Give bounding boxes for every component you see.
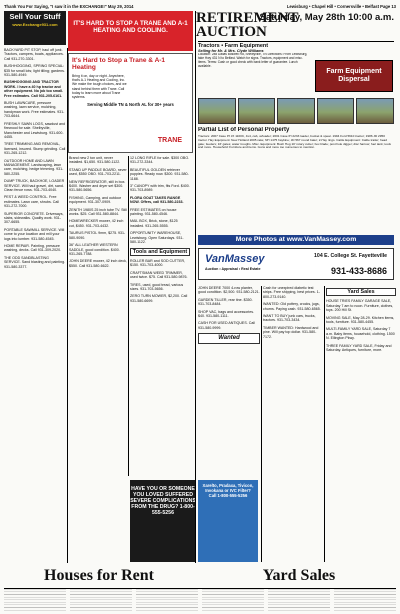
classified-ad: FLORA GOAT TAKES RANGE NOW. Offers, call 931-580-2233. bbox=[130, 195, 184, 205]
auction-seller: Selling for Mr. & Mrs. Clyde Williams bbox=[198, 49, 264, 53]
classified-ad: OPPORTUNITY WAREHOUSE, Lewisburg. Open Saturdays. 931-580-1122. bbox=[130, 231, 184, 245]
classified-ad: HOUSE TRIES FAMILY GARAGE SALE, Saturday 7 am to noon. Furniture, clothes, toys. 200 Hill St. bbox=[326, 299, 394, 313]
more-photos-link[interactable]: More Photos at www.VanMassey.com bbox=[198, 235, 394, 245]
classified-ad: BUSHHOGGING AND TRACTOR WORK. I have a 40 hp tractor and other equipment. No job too small. Free estimates. Call 931-205-6161. bbox=[4, 80, 64, 98]
listing-column bbox=[70, 589, 132, 612]
trane-logo: TRANE bbox=[157, 137, 182, 144]
classified-ad: MULTI-FAMILY YARD SALE, Saturday 7 a.m. Baby items, household, clothing. 1500 N. Ellington Pkwy. bbox=[326, 327, 395, 341]
classified-ad: ROLLER BAR and SOD CUTTER, $150. 931-703-4000. bbox=[130, 258, 186, 268]
drug-injury-ad[interactable] bbox=[130, 480, 196, 562]
auction-date: Saturday, May 28th 10:00 a.m. bbox=[259, 12, 394, 23]
classified-ad: JOHN DEERE mower, 42 inch deck, $550. Call 931-580-6622. bbox=[69, 259, 127, 268]
column-rule bbox=[324, 286, 325, 562]
listing-column bbox=[334, 589, 396, 612]
classified-ad: ZERO TURN MOWER, $2,200. Call 931-580-6699. bbox=[130, 294, 188, 303]
classified-column-1 bbox=[4, 48, 66, 563]
tools-section-header: Tools and Equipment bbox=[130, 248, 190, 256]
classified-column-3 bbox=[130, 156, 190, 476]
wanted-section-header: Wanted bbox=[198, 333, 260, 343]
yard-sales-section-header: Yard Sales bbox=[326, 288, 396, 296]
classified-ad: TAURUS PISTOL 9mm, $275. 931-580-9090. bbox=[69, 231, 126, 240]
classified-ad: BUSH LAWNCARE, pressure washing, lawn service, mulching, handyman work. Free estimates. 931-703-6644. bbox=[4, 101, 65, 119]
classified-ad: STAND UP PADDLE BOARD, never used, $550 OBO. 931-703-2211. bbox=[69, 167, 127, 177]
masthead bbox=[4, 2, 396, 10]
tractor-photo bbox=[238, 98, 276, 124]
classified-ad: FISHING, Camping, and outdoor equipment. 931-307-0909. bbox=[69, 195, 122, 205]
tractor-photo bbox=[317, 98, 355, 124]
column-rule bbox=[67, 48, 68, 563]
classified-column-4 bbox=[198, 286, 260, 476]
tractor-photo bbox=[198, 98, 236, 124]
classified-ad: BEAUTIFUL GOLDEN retriever puppies. Ready now. $300. 931-580-1188. bbox=[130, 167, 189, 181]
auction-details: Location: 285 Dallas Boswell Rd, Shelbyville, TN Directions: From Lewisburg, take Hwy 431 N to Belfast. Watch for signs. Tractors, equipment and misc. items. Terms: Cash or good check with bank letter of guarantee. Lunch available. bbox=[198, 53, 308, 68]
trane-ad[interactable] bbox=[68, 53, 193, 153]
listing-column bbox=[202, 589, 264, 612]
vanmassey-logo: VanMassey bbox=[205, 253, 265, 265]
vanmassey-phone[interactable]: 931-433-8686 bbox=[330, 266, 387, 276]
classified-ad: PEST & WEED CONTROL. Free estimates. Lawn care, shrubs. Call 931-272-7000. bbox=[4, 195, 59, 209]
trane-ad-body: Bring it on, day or night. Anywhere, that's A-1 Heating and Cooling, Inc. We make the tough choices, and we stand behind them with Trane. Call today to learn more about Trane systems. bbox=[72, 74, 127, 100]
sell-box-title: Sell Your Stuff bbox=[9, 12, 61, 21]
trane-ad-heading: It's Hard to Stop a Trane & A-1 Heating bbox=[72, 57, 166, 71]
classified-ad: OUTDOOR HOME AND LAWN MANAGEMENT. Landscaping, lawn care, mulching, hedge trimming. 931-580-2255. bbox=[4, 158, 64, 176]
vanmassey-ad[interactable] bbox=[198, 248, 394, 280]
tractor-photo bbox=[277, 98, 315, 124]
classified-ad: CRAFTSMAN WEED TRIMMER, used twice. $75. Call 931-580-9876. bbox=[130, 270, 188, 280]
classified-ad: CASH FOR USED ANTIQUES. Call 931-580-9999. bbox=[198, 321, 255, 330]
classified-ad: BUSHHOGGING, SPRING SPECIAL: $35 for small lots; light tilling; gardens. 931-580-4949. bbox=[4, 64, 65, 78]
auction-title: RETIREMENT AUCTION bbox=[196, 10, 299, 40]
classified-column-5 bbox=[263, 286, 323, 556]
column-rule bbox=[261, 286, 262, 562]
classified-ad: DUMP TRUCK, BACKHOE, LOADER SERVICE. Will haul gravel, dirt, sand. Clean fence rows. 931-703-4040. bbox=[4, 179, 65, 192]
masthead-left: Thank You For Saying, "I saw it in the EXCHANGE!" May 29, 2014 bbox=[4, 3, 134, 9]
classified-ad: TREE TRIMMING AND REMOVAL, licensed, insured. Stump grinding. Call 931-265-1212. bbox=[4, 142, 66, 156]
classified-ad: MAIL BOX, Brick, stone, $125 installed. 931-265-5555. bbox=[130, 219, 178, 228]
column-rule bbox=[195, 11, 196, 563]
partial-list-title: Partial List of Personal Property bbox=[198, 127, 290, 133]
classified-ad: HOME REPAIR. Painting, pressure washing, decks. Call 931-309-2020. bbox=[4, 244, 62, 253]
classified-ad: ZENITH 1980S 25 inch tube TV. Still works. $25. Call 931-580-8844. bbox=[69, 207, 127, 217]
auction-subtitle-text: Tractors • Farm Equipment bbox=[198, 43, 269, 49]
classified-column-2 bbox=[69, 156, 127, 476]
classified-ad: FRESHLY SAWN LOGS, sawdust and firewood for sale. Shelbyville, Manchester and Lewisburg. 931-600-4455. bbox=[4, 121, 66, 139]
classified-ad: THE ODD SANDBLASTING SERVICE. Sand blasting and painting. 931-580-3377. bbox=[4, 255, 66, 269]
classified-ad: 3" CANOPY with trim, fits Ford. $400. 931-703-8989. bbox=[130, 184, 190, 193]
xarelto-ad[interactable] bbox=[198, 480, 258, 562]
listing-column bbox=[136, 589, 198, 612]
tractor-photo bbox=[356, 98, 394, 124]
classified-ad: BACKYARD PIT STOP, haul off junk. Tractors, campers, boats, appliances. Call 931-270-3301. bbox=[4, 48, 64, 61]
classified-ad: 36" ALL LEATHER WESTERN SADDLE, good condition. $400. 931-265-7788. bbox=[69, 243, 120, 256]
classified-ad: GARDEN TILLER, rear tine. $350. 931-703-8484. bbox=[198, 297, 253, 307]
classified-ad: Cash for unexpired diabetic test strips. Free shipping, best prices. 1-800-273-9140. bbox=[263, 286, 320, 299]
auction-subtitle bbox=[198, 41, 394, 53]
listing-column bbox=[4, 589, 66, 612]
classified-ad: NEW REFRIGERATOR, still in box. $400. Washer and dryer set $300. 931-580-5656. bbox=[69, 179, 126, 193]
auction-header bbox=[196, 11, 396, 41]
yard-sales-banner: Yard Sales bbox=[262, 567, 336, 584]
vanmassey-tagline: Auction • Appraisal • Real Estate bbox=[205, 267, 261, 271]
sell-your-stuff-box[interactable] bbox=[4, 11, 66, 45]
partial-list-text: Tractors: 2007 Case IH JX 1100C, 4x4, cab, w/loader; 2001 Case IH 2233 loader, bucket & spear. 1994 Ford 5610 tractor; 1986 JD 2950 tractor. Hay Equipment: New Holland 2005 rake; NH 1475 haybine; JD 567 round baler; 2-Hay rings. Cattle Equipment: Cattle trailer; head gate; feeders; 16' gates; water troughs. Misc. Equipment: Bush Hog 10' rotary cutter; box blade; post hole digger; disc harrow; fuel tank; tools and more. Household: Furniture and items. Guns and more too numerous to mention. bbox=[198, 134, 391, 150]
partial-property-list bbox=[198, 127, 394, 235]
classified-ad: SHOP VAC, bags and accessories. $40. 931-580-1111. bbox=[198, 309, 254, 319]
classified-ad: TIRES, used, good tread, various sizes. 931-703-5656. bbox=[130, 282, 184, 291]
trane-banner: IT'S HARD TO STOP A TRANE AND A-1 HEATING AND COOLING. bbox=[68, 11, 193, 51]
classified-ad: TIMBER WANTED: Hardwood and pine. Will pay top dollar. 931-580-7172. bbox=[263, 325, 319, 339]
classified-ad: WANT TO BUY junk cars, trucks, tractors. 931-703-3434. bbox=[263, 314, 316, 323]
classified-ad: MOVING SALE, May 28-29. Kitchen items, tools, furniture. 931-580-4455. bbox=[326, 315, 395, 325]
masthead-right: Lewisburg • Chapel Hill • Cornersville • Belfast Page 13 bbox=[286, 3, 396, 9]
sell-box-url[interactable]: www.Exchange931.com bbox=[12, 21, 58, 27]
classified-ad: Brand new 2 ton unit, never installed. $1,650. 931-580-1122. bbox=[69, 156, 121, 165]
classified-ad: 12 LONG RIFLE for sale. $300 OBO. 931-272-3344. bbox=[130, 156, 190, 165]
classified-ad: HOMEWRECKER mower, 42 inch cut, $450. 931-703-4432. bbox=[69, 219, 124, 228]
classified-ad: SUPERIOR CONCRETE. Driveways, slabs, sidewalks. Quality work. 931-307-6655. bbox=[4, 211, 64, 225]
classified-column-6 bbox=[326, 286, 396, 556]
listing-column bbox=[268, 589, 330, 612]
classified-ad: WANTED: Old pottery, crocks, jugs, churns. Paying cash. 931-580-6565. bbox=[263, 302, 321, 311]
auction-photos bbox=[198, 98, 394, 124]
classified-ad: JOHN DEERE 7000 4-row planter, good condition. $2,500. 931-580-2121. bbox=[198, 286, 260, 295]
drug-injury-ad-text: HAVE YOU OR SOMEONE YOU LOVED SUFFERED SEVERE COMPLICATIONS FROM THE DRUG? 1-800-555-5256 bbox=[130, 486, 196, 516]
classified-ad: PORTABLE SAWMILL SERVICE. Will come to your location and mill your logs into lumber. 931-580-4545. bbox=[4, 227, 65, 241]
bottom-listings bbox=[4, 588, 396, 612]
classified-ad: THREE FAMILY YARD SALE, Friday and Saturday. Antiques, furniture, more. bbox=[326, 343, 392, 353]
houses-for-rent-banner: Houses for Rent bbox=[44, 567, 154, 584]
trane-ad-service: Serving Middle TN & North AL for 30+ years bbox=[87, 102, 174, 108]
xarelto-ad-text: Xarelto, Pradaxa, Tivicon, Invokana or IVC Filter? Call 1-800-555-5256 bbox=[202, 483, 254, 498]
farm-dispersal-badge: Farm Equipment Dispersal bbox=[315, 60, 393, 92]
column-rule bbox=[128, 156, 129, 476]
classified-ad: FREE ESTIMATES on house painting. 931-580-4546. bbox=[130, 207, 177, 217]
vanmassey-address: 104 E. College St. Fayetteville bbox=[314, 253, 387, 259]
